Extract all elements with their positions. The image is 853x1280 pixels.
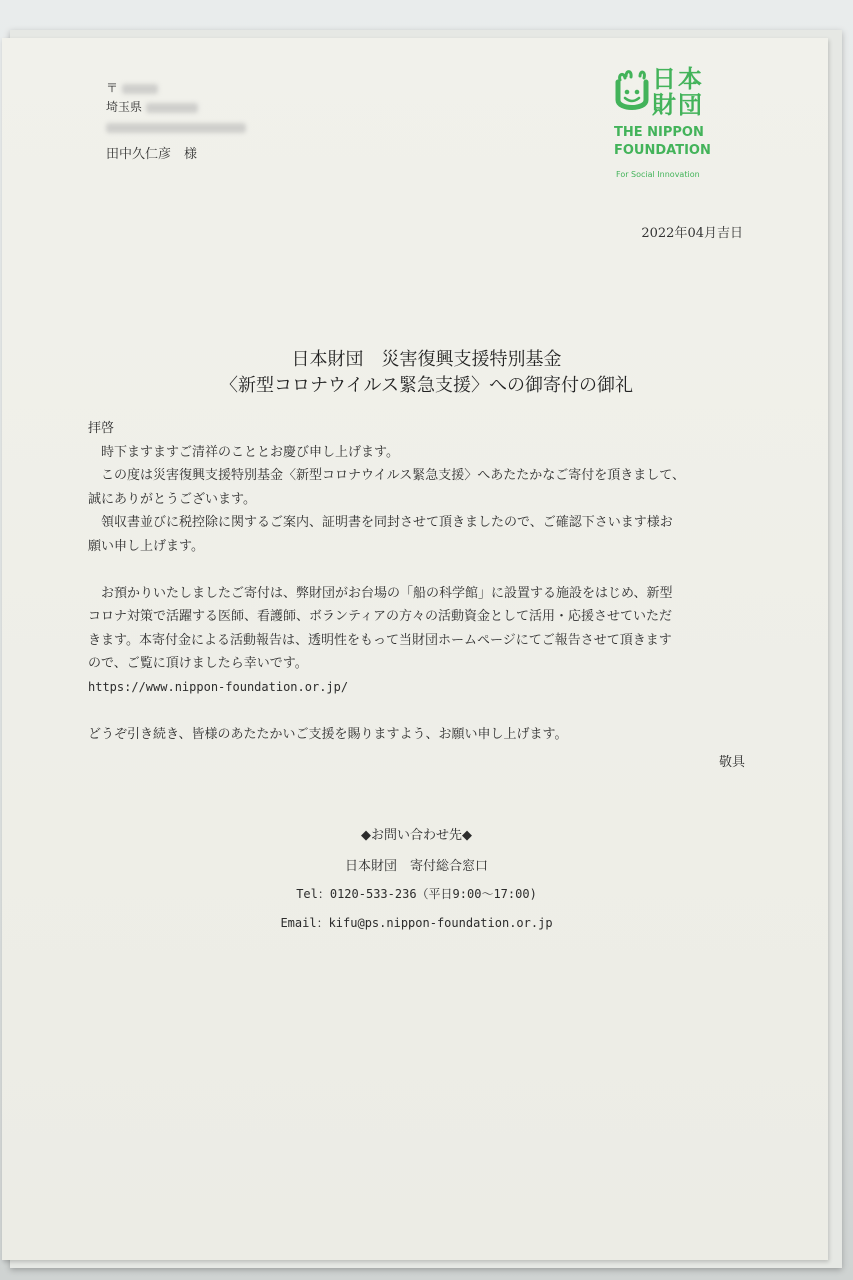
address-prefecture: 埼玉県 — [106, 98, 198, 115]
salutation: 拝啓 — [88, 421, 115, 436]
postal-code: 〒 — [106, 79, 158, 96]
nippon-foundation-logo — [612, 66, 722, 186]
address-redacted-line — [106, 120, 246, 134]
contact-tel: Tel：0120-533-236（平日9:00～17:00) — [296, 887, 537, 901]
paragraph-greeting: 時下ますますご清祥のこととお慶び申し上げます。 — [101, 444, 399, 460]
paragraph-usage-cont3: ので、ご覧に頂けましたら幸いです。 — [88, 656, 308, 671]
paragraph-thanks: この度は災害復興支援特別基金〈新型コロナウイルス緊急支援〉へあたたかなご寄付を頂きまして、 — [101, 468, 685, 483]
contact-heading: ◆お問い合わせ先◆ — [361, 828, 472, 843]
paragraph-usage-cont2: きます。本寄付金による活動報告は、透明性をもって当財団ホームページにてご報告させて頂きます — [88, 632, 672, 648]
paragraph-closing-request: どうぞ引き続き、皆様のあたたかいご支援を賜りますよう、お願い申し上げます。 — [88, 726, 568, 742]
paragraph-receipt-cont: 願い申し上げます。 — [88, 538, 204, 554]
paragraph-receipt: 領収書並びに税控除に関するご案内、証明書を同封させて頂きましたので、ご確認下さいます様お — [101, 515, 673, 530]
letter-body — [88, 417, 758, 746]
redacted-street — [106, 123, 246, 133]
paragraph-usage-cont1: コロナ対策で活躍する医師、看護師、ボランティアの方々の活動資金として活用・応援させていただ — [88, 609, 672, 624]
letter-title-line2: 〈新型コロナウイルス緊急支援〉への御寄付の御礼 — [220, 375, 633, 396]
contact-office: 日本財団 寄付総合窓口 — [344, 859, 488, 874]
letter-date: 2022年04月吉日 — [641, 226, 743, 241]
recipient-name: 田中久仁彦 様 — [106, 147, 198, 162]
logo-wordmark: THE NIPPON FOUNDATION — [614, 125, 711, 158]
paragraph-thanks-cont: 誠にありがとうございます。 — [88, 491, 256, 507]
redacted-postal-number — [122, 84, 158, 94]
paragraph-usage: お預かりいたしましたご寄付は、弊財団がお台場の「船の科学館」に設置する施設をはじめ、新型 — [101, 585, 673, 601]
redacted-city — [146, 103, 198, 113]
logo-kanji: 日本 財団 — [652, 65, 704, 119]
letter-title-line1: 日本財団 災害復興支援特別基金 — [291, 349, 562, 370]
contact-email: Email：kifu@ps.nippon-foundation.or.jp — [280, 916, 553, 930]
closing-keigu: 敬具 — [718, 755, 745, 770]
logo-tagline: For Social Innovation — [616, 170, 700, 179]
foundation-url: https://www.nippon-foundation.or.jp/ — [88, 679, 349, 694]
smiling-face-icon — [612, 70, 652, 114]
